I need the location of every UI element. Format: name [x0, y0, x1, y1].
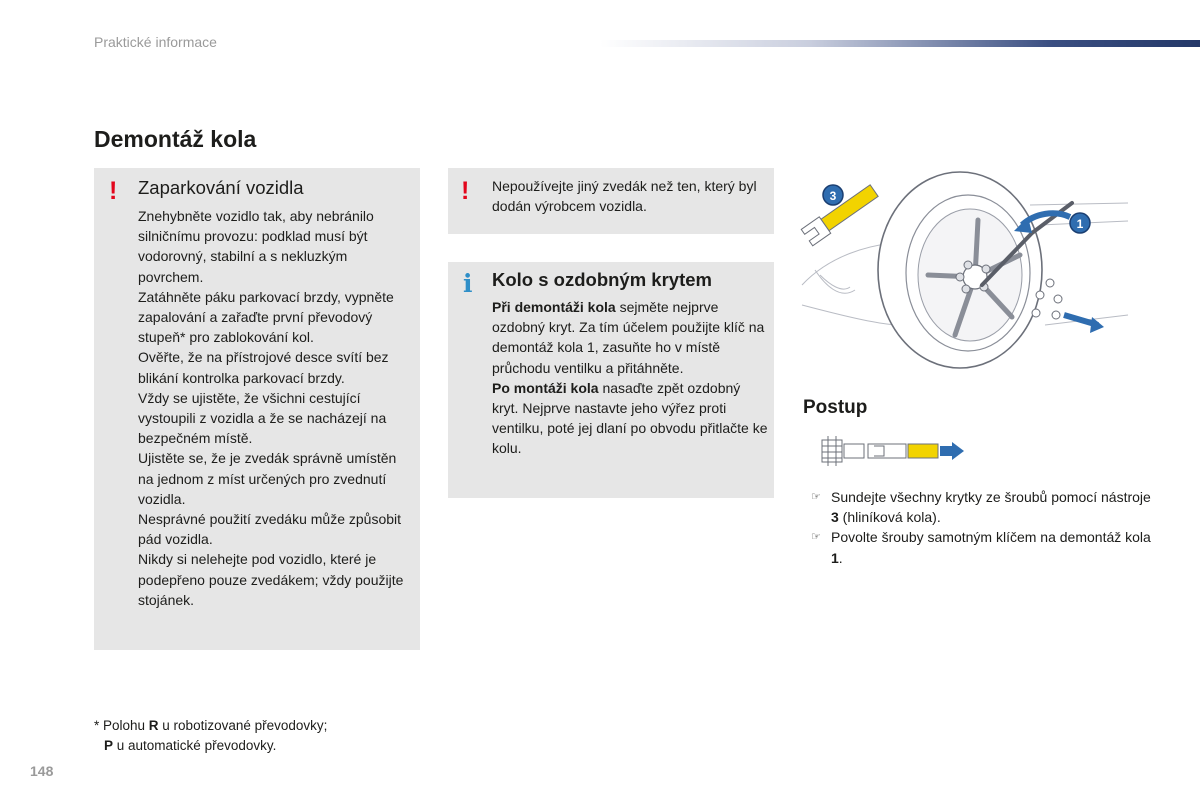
step-text: Povolte šrouby samotným klíčem na demontáž kola: [831, 529, 1151, 546]
procedure-steps: [811, 487, 1151, 568]
page-number: 148: [30, 763, 54, 779]
parking-paragraph: Zatáhněte páku parkovací brzdy, vypněte zapalování a zařaďte první převodový stupeň* pro zablokování kol.: [138, 288, 394, 346]
pointing-hand-icon: ☞: [811, 531, 821, 544]
footnote-bold: R: [148, 718, 159, 733]
jack-warning-text: Nepoužívejte jiný zvedák než ten, který byl dodán výrobcem vozidla.: [492, 178, 757, 215]
procedure-step: [811, 487, 1151, 527]
warning-icon: !: [461, 177, 470, 205]
procedure-heading: Postup: [803, 397, 868, 418]
step-bold: 3: [831, 509, 839, 526]
footnote-bold: P: [104, 738, 114, 753]
header-gradient-bar: [600, 40, 1200, 47]
info-icon: i: [463, 269, 473, 298]
wheel-cover-paragraph: [492, 378, 770, 459]
parking-paragraph: Znehybněte vozidlo tak, aby nebránilo silničnímu provozu: podklad musí být vodorovný, stabilní a s nekluzkým povrchem.: [138, 208, 374, 285]
footnote-prefix: * Polohu: [94, 718, 149, 733]
bold-phrase: Po montáži kola: [492, 379, 599, 396]
page-title: Demontáž kola: [94, 126, 257, 152]
step-bold: 1: [831, 549, 839, 566]
procedure-step: [811, 527, 1151, 567]
header-section-title: Praktické informace: [94, 34, 217, 50]
parking-paragraph: Ujistěte se, že je zvedák správně umístěn na jednom z míst určených pro zvednutí vozidla.: [138, 450, 397, 507]
footnote-line: [94, 716, 327, 736]
footnote-line: [94, 736, 327, 756]
warning-icon: !: [109, 177, 118, 205]
parking-paragraph: Nesprávné použití zvedáku může způsobit pád vozidla.: [138, 511, 402, 548]
parking-paragraph: Vždy se ujistěte, že všichni cestující vystoupili z vozidla a že se nacházejí na bezpečném místě.: [138, 389, 387, 447]
callout-3: 3: [829, 189, 837, 203]
tool-cap-illustration: [818, 432, 968, 472]
wheel-cover-heading: Kolo s ozdobným krytem: [492, 269, 712, 290]
step-text-end: (hliníková kola).: [838, 509, 941, 526]
wheel-removal-illustration: [800, 165, 1130, 375]
bold-phrase: Při demontáži kola: [492, 299, 616, 315]
parking-heading: Zaparkování vozidla: [138, 177, 304, 198]
step-text: Sundejte všechny krytky ze šroubů pomocí nástroje: [831, 489, 1151, 505]
parking-paragraph: Ověřte, že na přístrojové desce svítí bez blikání kontrolka parkovací brzdy.: [138, 349, 389, 386]
paragraph-rest: nasaďte zpět ozdobný kryt. Nejprve nastavte jeho výřez proti ventilku, poté jej dlaní po obvodu přitlačte ke kolu.: [492, 379, 768, 457]
footnote-suffix: u automatické převodovky.: [113, 738, 277, 753]
step-text-end: .: [838, 549, 843, 566]
wheel-cover-text: [492, 297, 770, 459]
parking-paragraph: Nikdy si nelehejte pod vozidlo, které je podepřeno pouze zvedákem; vždy použijte stojánek.: [138, 551, 404, 608]
footnote-suffix: u robotizované převodovky;: [158, 718, 328, 733]
pointing-hand-icon: ☞: [811, 491, 821, 503]
paragraph-rest: sejměte nejprve ozdobný kryt. Za tím účelem použijte klíč na demontáž kola 1, zasuňte ho v místě průchodu ventilku a přitáhněte.: [492, 299, 765, 376]
callout-1: 1: [1076, 217, 1084, 231]
parking-text: [138, 206, 414, 610]
footnote: [94, 716, 327, 756]
wheel-cover-paragraph: [492, 297, 770, 378]
